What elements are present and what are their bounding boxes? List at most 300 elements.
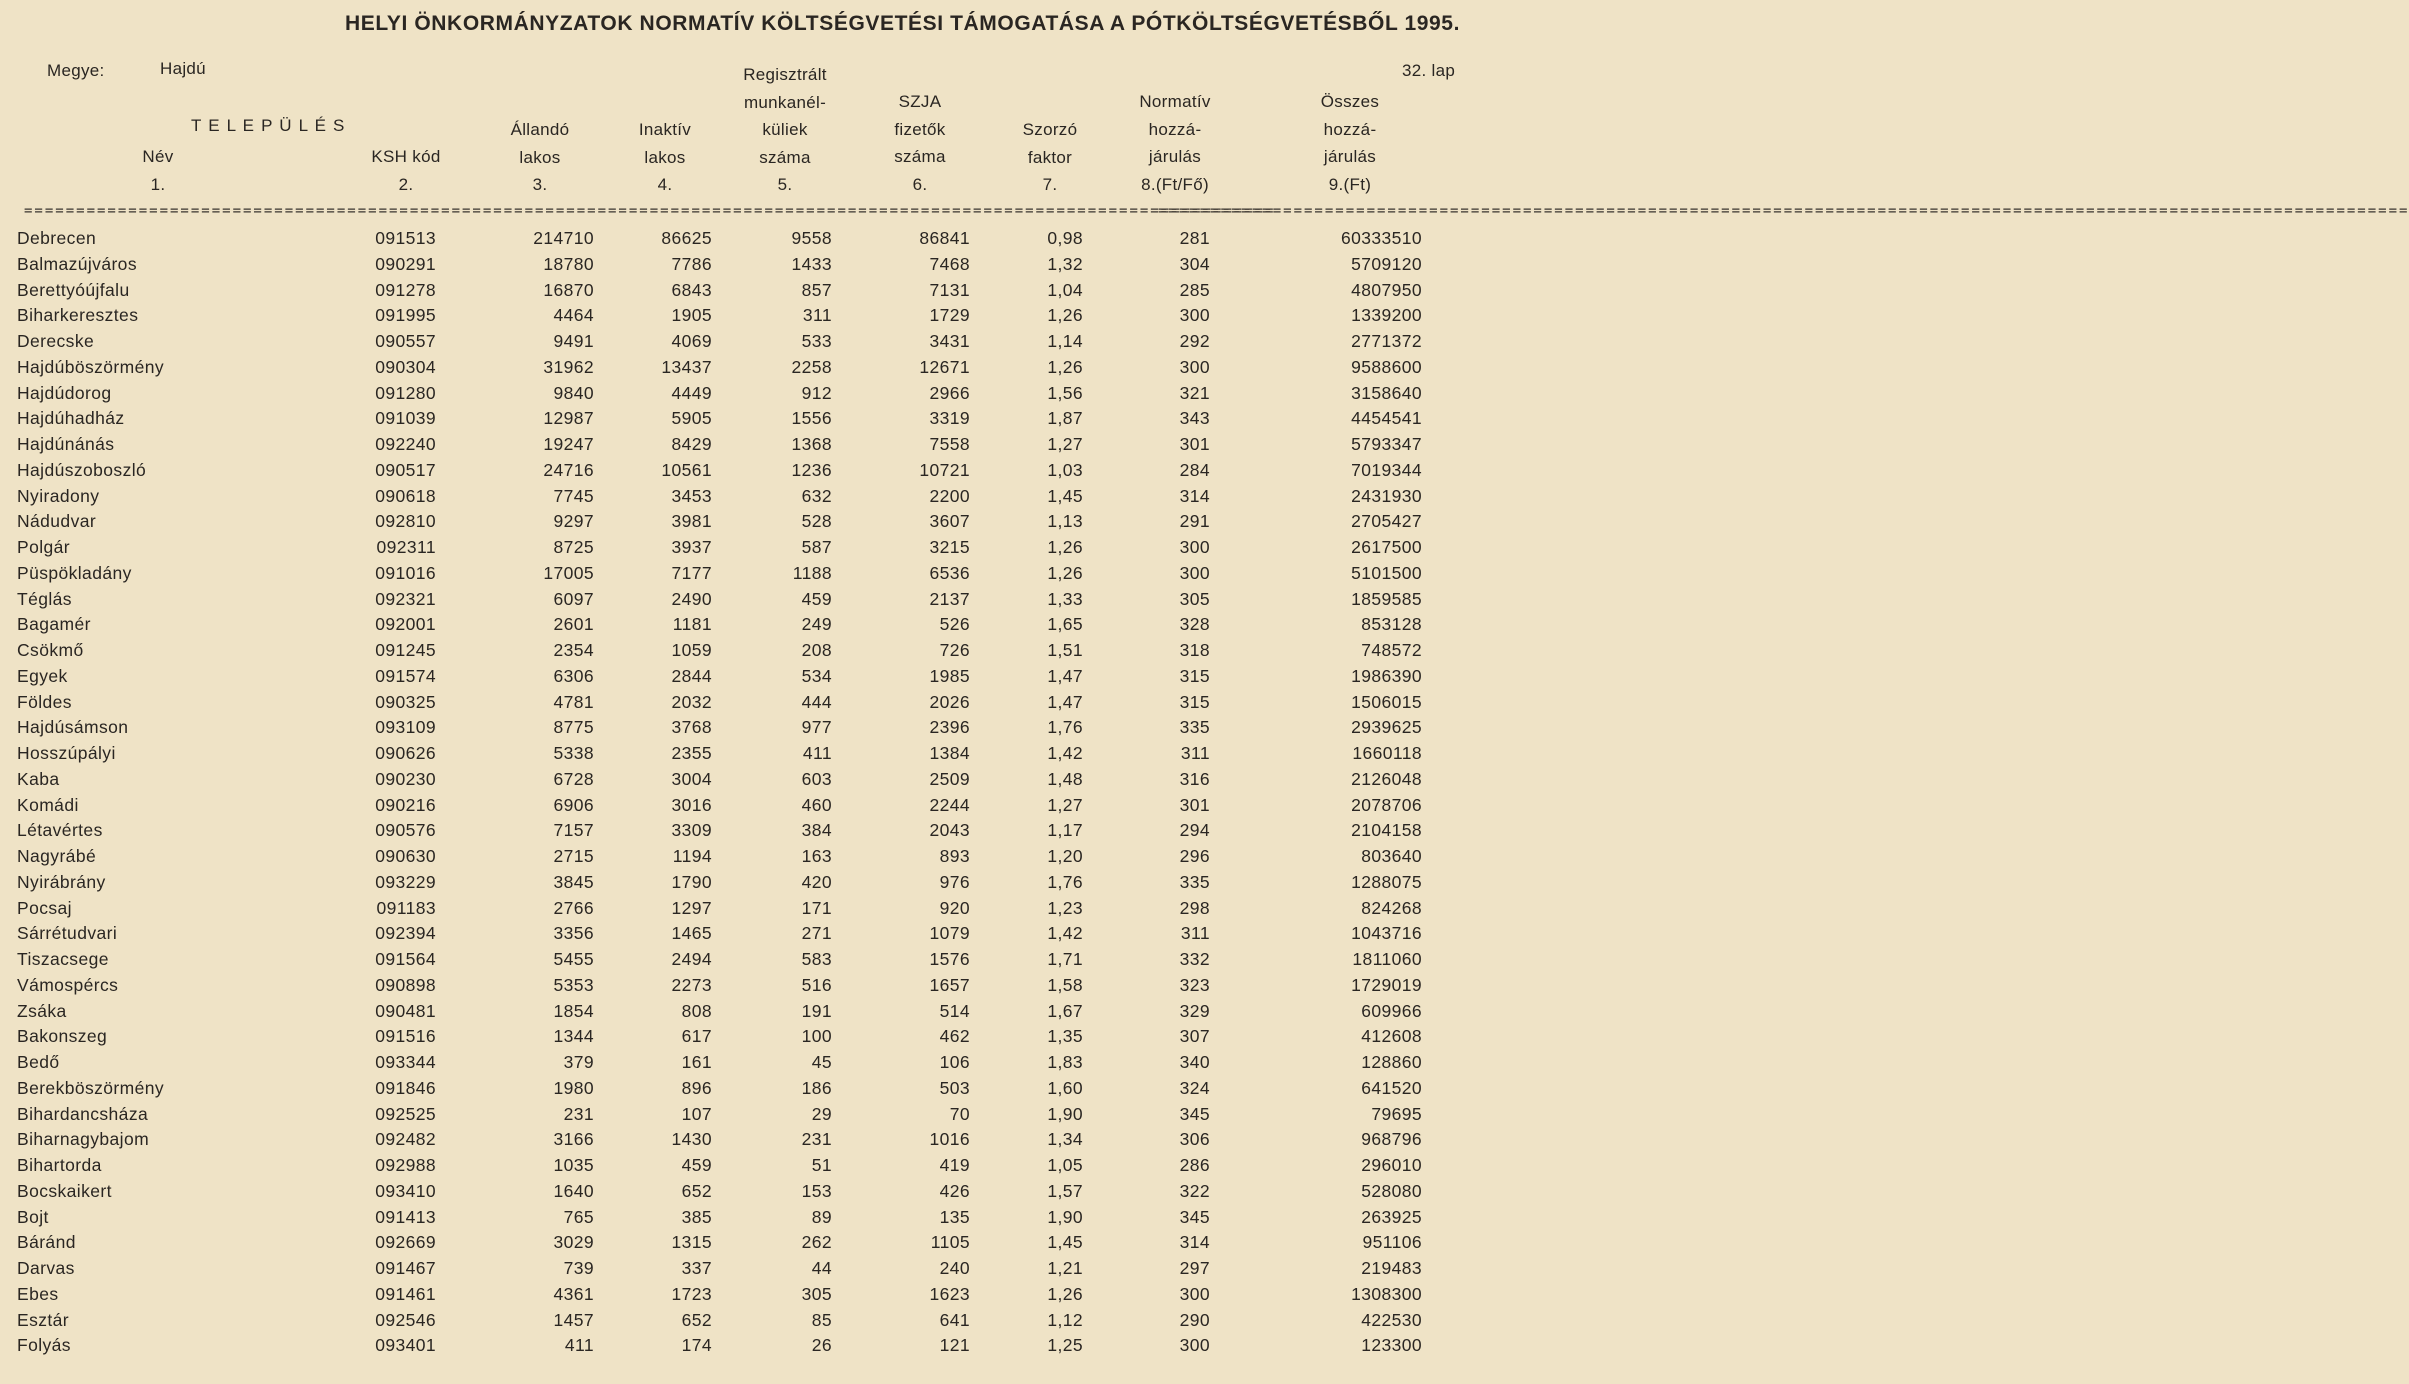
szja-payers: 135 [939,1206,970,1227]
settlement-name: Darvas [17,1258,75,1278]
inactive-residents: 808 [681,1000,712,1021]
permanent-residents: 231 [563,1103,594,1124]
normative-contribution: 307 [1179,1026,1210,1047]
total-contribution: 5793347 [1351,434,1422,454]
total-contribution: 2617500 [1351,537,1422,557]
szja-payers: 2396 [929,717,970,738]
inactive-residents: 1297 [671,897,712,918]
total-contribution: 60333510 [1340,228,1422,248]
permanent-residents: 2766 [553,897,594,918]
multiplier-factor: 1,32 [1047,253,1083,274]
ksh-code: 091413 [375,1206,436,1227]
multiplier-factor: 1,58 [1047,974,1083,995]
permanent-residents: 8725 [553,537,594,557]
registered-unemployed: 2258 [791,356,832,377]
multiplier-factor: 1,13 [1047,511,1083,532]
ksh-code: 092240 [375,434,436,454]
permanent-residents: 1344 [553,1026,594,1047]
total-contribution: 4454541 [1351,408,1422,429]
normative-contribution: 300 [1179,305,1210,326]
registered-unemployed: 459 [801,588,832,609]
ksh-code: 090630 [375,846,436,866]
registered-unemployed: 1433 [791,253,832,274]
inactive-residents: 13437 [661,356,712,377]
header-col4: Inaktív lakos 4. [638,120,692,194]
total-contribution: 412608 [1361,1026,1422,1047]
inactive-residents: 652 [681,1309,712,1330]
header-col9: Összes hozzá- járulás 9.(Ft) [1320,92,1380,194]
szja-payers: 6536 [929,562,970,583]
table-row [0,640,1567,666]
header-col6: SZJA fizetők száma 6. [894,92,946,194]
normative-contribution: 300 [1179,1335,1210,1356]
multiplier-factor: 1,90 [1047,1206,1083,1227]
settlement-name: Berekböszörmény [17,1077,165,1098]
normative-contribution: 345 [1179,1103,1210,1124]
ksh-code: 092546 [375,1309,436,1330]
szja-payers: 1576 [929,949,970,969]
normative-contribution: 294 [1179,820,1210,841]
total-contribution: 296010 [1361,1155,1422,1175]
szja-payers: 1623 [929,1283,970,1304]
ksh-code: 093109 [375,717,436,738]
normative-contribution: 316 [1179,768,1210,789]
multiplier-factor: 1,57 [1047,1180,1083,1201]
registered-unemployed: 534 [801,665,832,686]
inactive-residents: 1315 [671,1232,712,1253]
registered-unemployed: 516 [801,974,832,995]
inactive-residents: 1059 [671,640,712,660]
normative-contribution: 298 [1179,897,1210,918]
szja-payers: 121 [939,1335,970,1356]
permanent-residents: 6728 [553,768,594,789]
total-contribution: 3158640 [1351,382,1422,403]
permanent-residents: 7157 [553,820,594,841]
settlement-name: Balmazújváros [17,253,137,274]
inactive-residents: 7177 [671,562,712,583]
normative-contribution: 329 [1179,1000,1210,1021]
multiplier-factor: 1,76 [1047,871,1083,892]
ksh-code: 092669 [375,1232,436,1253]
permanent-residents: 3356 [553,923,594,944]
settlement-name: Polgár [17,537,70,557]
normative-contribution: 290 [1179,1309,1210,1330]
inactive-residents: 1430 [671,1129,712,1150]
registered-unemployed: 603 [801,768,832,789]
szja-payers: 1079 [929,923,970,944]
total-contribution: 2078706 [1351,794,1422,815]
table-row [0,563,1567,589]
multiplier-factor: 1,26 [1047,356,1083,377]
permanent-residents: 6097 [553,588,594,609]
multiplier-factor: 1,04 [1047,279,1083,300]
registered-unemployed: 587 [801,537,832,557]
total-contribution: 2431930 [1351,485,1422,506]
table-row [0,254,1567,280]
inactive-residents: 5905 [671,408,712,429]
total-contribution: 263925 [1361,1206,1422,1227]
total-contribution: 968796 [1361,1129,1422,1150]
multiplier-factor: 1,21 [1047,1258,1083,1278]
inactive-residents: 6843 [671,279,712,300]
inactive-residents: 3016 [671,794,712,815]
szja-payers: 3431 [929,331,970,351]
settlement-name: Bakonszeg [17,1026,108,1047]
table-row [0,975,1567,1001]
total-contribution: 2104158 [1351,820,1422,841]
normative-contribution: 300 [1179,356,1210,377]
permanent-residents: 739 [563,1258,594,1278]
normative-contribution: 335 [1179,871,1210,892]
inactive-residents: 1723 [671,1283,712,1304]
registered-unemployed: 191 [801,1000,832,1021]
county-label: Megye: [47,61,105,80]
szja-payers: 7558 [929,434,970,454]
header-rule-right: ======================================================================================================================== [1158,203,2409,219]
ksh-code: 090230 [375,768,436,789]
szja-payers: 1657 [929,974,970,995]
total-contribution: 951106 [1362,1232,1422,1253]
inactive-residents: 3004 [671,768,712,789]
multiplier-factor: 1,51 [1047,640,1083,660]
registered-unemployed: 85 [811,1309,832,1330]
permanent-residents: 6906 [553,794,594,815]
szja-payers: 2244 [929,794,970,815]
total-contribution: 2939625 [1351,717,1422,738]
permanent-residents: 18780 [543,253,594,274]
szja-payers: 1384 [929,743,970,763]
multiplier-factor: 1,47 [1047,691,1083,712]
registered-unemployed: 262 [801,1232,832,1253]
szja-payers: 106 [939,1052,970,1072]
table-row [0,898,1567,924]
inactive-residents: 161 [681,1052,712,1072]
multiplier-factor: 1,26 [1047,537,1083,557]
szja-payers: 2026 [929,691,970,712]
normative-contribution: 315 [1179,691,1210,712]
header-col2: KSH kód 2. [371,147,441,194]
registered-unemployed: 632 [801,485,832,506]
settlement-name: Debrecen [17,228,97,248]
szja-payers: 426 [939,1180,970,1201]
szja-payers: 503 [939,1077,970,1098]
registered-unemployed: 29 [811,1103,832,1124]
ksh-code: 091516 [375,1026,436,1047]
multiplier-factor: 1,60 [1047,1077,1083,1098]
settlement-name: Folyás [17,1335,71,1356]
ksh-code: 090291 [375,253,436,274]
normative-contribution: 324 [1179,1077,1210,1098]
total-contribution: 803640 [1361,846,1422,866]
permanent-residents: 1854 [553,1000,594,1021]
szja-payers: 1985 [929,665,970,686]
table-row [0,717,1567,743]
szja-payers: 12671 [919,356,970,377]
table-row [0,820,1567,846]
total-contribution: 4807950 [1351,279,1422,300]
permanent-residents: 5455 [553,949,594,969]
permanent-residents: 4464 [553,305,594,326]
total-contribution: 528080 [1361,1180,1422,1201]
table-row [0,1026,1567,1052]
inactive-residents: 617 [681,1026,712,1047]
table-row [0,331,1567,357]
szja-payers: 893 [939,846,970,866]
szja-payers: 2200 [929,485,970,506]
registered-unemployed: 460 [801,794,832,815]
settlement-name: Hajdúböszörmény [17,356,165,377]
normative-contribution: 314 [1179,485,1210,506]
multiplier-factor: 1,12 [1047,1309,1083,1330]
registered-unemployed: 44 [811,1258,832,1278]
multiplier-factor: 1,14 [1047,331,1083,351]
inactive-residents: 385 [681,1206,712,1227]
multiplier-factor: 1,45 [1047,485,1083,506]
table-row [0,357,1567,383]
ksh-code: 092394 [375,923,436,944]
normative-contribution: 340 [1179,1052,1210,1072]
inactive-residents: 7786 [671,253,712,274]
permanent-residents: 379 [563,1052,594,1072]
settlement-name: Hajdúnánás [17,434,115,454]
table-row [0,305,1567,331]
multiplier-factor: 1,34 [1047,1129,1083,1150]
table-row [0,769,1567,795]
total-contribution: 2705427 [1351,511,1422,532]
inactive-residents: 3981 [671,511,712,532]
table-row [0,949,1567,975]
settlement-name: Csökmő [17,640,84,660]
settlement-name: Tiszacsege [17,949,109,969]
multiplier-factor: 1,56 [1047,382,1083,403]
szja-payers: 7131 [929,279,970,300]
page-title: HELYI ÖNKORMÁNYZATOK NORMATÍV KÖLTSÉGVETÉSI TÁMOGATÁSA A PÓTKÖLTSÉGVETÉSBŐL 1995. [345,12,1461,35]
total-contribution: 123300 [1361,1335,1422,1356]
permanent-residents: 9491 [553,331,594,351]
ksh-code: 090576 [375,820,436,841]
settlement-name: Hajdúsámson [17,717,129,738]
multiplier-factor: 1,65 [1047,614,1083,635]
normative-contribution: 291 [1179,511,1210,532]
registered-unemployed: 1188 [792,562,832,583]
registered-unemployed: 1368 [791,434,832,454]
ksh-code: 093229 [375,871,436,892]
table-row [0,923,1567,949]
total-contribution: 609966 [1361,1000,1422,1021]
normative-contribution: 345 [1179,1206,1210,1227]
permanent-residents: 1457 [553,1309,594,1330]
normative-contribution: 297 [1179,1258,1210,1278]
normative-contribution: 314 [1179,1232,1210,1253]
permanent-residents: 2715 [553,846,594,866]
normative-contribution: 311 [1180,923,1210,944]
permanent-residents: 1640 [553,1180,594,1201]
ksh-code: 090557 [375,331,436,351]
table-row [0,1001,1567,1027]
table-row [0,1181,1567,1207]
multiplier-factor: 1,67 [1047,1000,1083,1021]
szja-payers: 3215 [929,537,970,557]
ksh-code: 093401 [375,1335,436,1356]
settlement-name: Derecske [17,331,95,351]
registered-unemployed: 45 [811,1052,832,1072]
ksh-code: 092482 [375,1129,436,1150]
permanent-residents: 19247 [543,434,594,454]
inactive-residents: 337 [681,1258,712,1278]
permanent-residents: 2354 [553,640,594,660]
total-contribution: 748572 [1361,640,1422,660]
normative-contribution: 306 [1179,1129,1210,1150]
szja-payers: 526 [939,614,970,635]
ksh-code: 093410 [375,1180,436,1201]
registered-unemployed: 163 [801,846,832,866]
normative-contribution: 286 [1179,1155,1210,1175]
szja-payers: 86841 [919,228,970,248]
header-col5: Regisztrált munkanél- küliek száma 5. [743,65,827,194]
registered-unemployed: 411 [802,743,832,763]
table-row [0,228,1567,254]
ksh-code: 090898 [375,974,436,995]
settlement-name: Hajdúhadház [17,408,125,429]
permanent-residents: 6306 [553,665,594,686]
settlement-name: Esztár [17,1309,69,1330]
multiplier-factor: 1,48 [1047,768,1083,789]
table-row [0,1078,1567,1104]
permanent-residents: 214710 [533,228,594,248]
multiplier-factor: 0,98 [1047,228,1083,248]
normative-contribution: 343 [1179,408,1210,429]
inactive-residents: 2355 [671,743,712,763]
ksh-code: 090626 [375,743,436,763]
table-row [0,846,1567,872]
permanent-residents: 2601 [553,614,594,635]
settlement-name: Nyirábrány [17,871,106,892]
total-contribution: 128860 [1361,1052,1422,1072]
settlement-name: Bocskaikert [17,1180,112,1201]
total-contribution: 422530 [1361,1309,1422,1330]
ksh-code: 091513 [375,228,436,248]
inactive-residents: 86625 [661,228,712,248]
ksh-code: 092311 [376,537,436,557]
registered-unemployed: 384 [801,820,832,841]
settlement-name: Pocsaj [17,897,72,918]
total-contribution: 2126048 [1351,768,1422,789]
ksh-code: 090517 [375,459,436,480]
registered-unemployed: 311 [802,305,832,326]
settlement-name: Egyek [17,665,68,686]
total-contribution: 219483 [1361,1258,1422,1278]
multiplier-factor: 1,90 [1047,1103,1083,1124]
ksh-code: 091278 [375,279,436,300]
inactive-residents: 2032 [671,691,712,712]
settlement-name: Nyiradony [17,485,100,506]
inactive-residents: 3453 [671,485,712,506]
inactive-residents: 896 [681,1077,712,1098]
settlement-name: Berettyóújfalu [17,279,130,300]
normative-contribution: 305 [1179,588,1210,609]
registered-unemployed: 186 [801,1077,832,1098]
inactive-residents: 3768 [671,717,712,738]
registered-unemployed: 208 [801,640,832,660]
inactive-residents: 2494 [671,949,712,969]
normative-contribution: 281 [1179,228,1210,248]
settlement-name: Földes [17,691,72,712]
total-contribution: 5709120 [1351,253,1422,274]
ksh-code: 092321 [375,588,436,609]
settlement-name: Zsáka [17,1000,67,1021]
szja-payers: 514 [939,1000,970,1021]
ksh-code: 090618 [375,485,436,506]
settlement-name: Bojt [17,1206,49,1227]
inactive-residents: 4069 [671,331,712,351]
ksh-code: 091846 [375,1077,436,1098]
header-col8: Normatív hozzá- járulás 8.(Ft/Fő) [1139,92,1211,194]
ksh-code: 090216 [375,794,436,815]
permanent-residents: 12987 [543,408,594,429]
szja-payers: 1105 [930,1232,970,1253]
table-row [0,1155,1567,1181]
ksh-code: 091245 [375,640,436,660]
table-row [0,1207,1567,1233]
table-row [0,434,1567,460]
inactive-residents: 1181 [672,614,712,635]
registered-unemployed: 171 [801,897,832,918]
table-row [0,460,1567,486]
ksh-code: 093344 [375,1052,436,1072]
multiplier-factor: 1,17 [1047,820,1083,841]
inactive-residents: 3309 [671,820,712,841]
total-contribution: 1339200 [1351,305,1422,326]
normative-contribution: 323 [1179,974,1210,995]
total-contribution: 9588600 [1351,356,1422,377]
total-contribution: 1043716 [1351,923,1422,944]
permanent-residents: 3029 [553,1232,594,1253]
registered-unemployed: 528 [801,511,832,532]
ksh-code: 090325 [375,691,436,712]
registered-unemployed: 231 [801,1129,832,1150]
table-row [0,666,1567,692]
inactive-residents: 8429 [671,434,712,454]
settlement-name: Bagamér [17,614,91,635]
normative-contribution: 296 [1179,846,1210,866]
normative-contribution: 285 [1179,279,1210,300]
table-row [0,486,1567,512]
header-col3: Állandó lakos 3. [510,120,570,194]
settlement-name: Hajdúszoboszló [17,459,147,480]
permanent-residents: 16870 [543,279,594,300]
szja-payers: 2509 [929,768,970,789]
inactive-residents: 1905 [671,305,712,326]
registered-unemployed: 444 [801,691,832,712]
permanent-residents: 3845 [553,871,594,892]
table-row [0,383,1567,409]
szja-payers: 2966 [929,382,970,403]
settlement-name: Bedő [17,1052,60,1072]
permanent-residents: 31962 [543,356,594,377]
registered-unemployed: 857 [801,279,832,300]
county-value: Hajdú [160,59,206,78]
table-row [0,280,1567,306]
szja-payers: 3319 [929,408,970,429]
settlements-table [0,228,1567,1361]
table-row [0,1335,1567,1361]
szja-payers: 726 [939,640,970,660]
total-contribution: 1811060 [1352,949,1422,969]
header-col1: Név 1. [142,147,174,194]
permanent-residents: 4781 [553,691,594,712]
table-row [0,1310,1567,1336]
table-row [0,1232,1567,1258]
